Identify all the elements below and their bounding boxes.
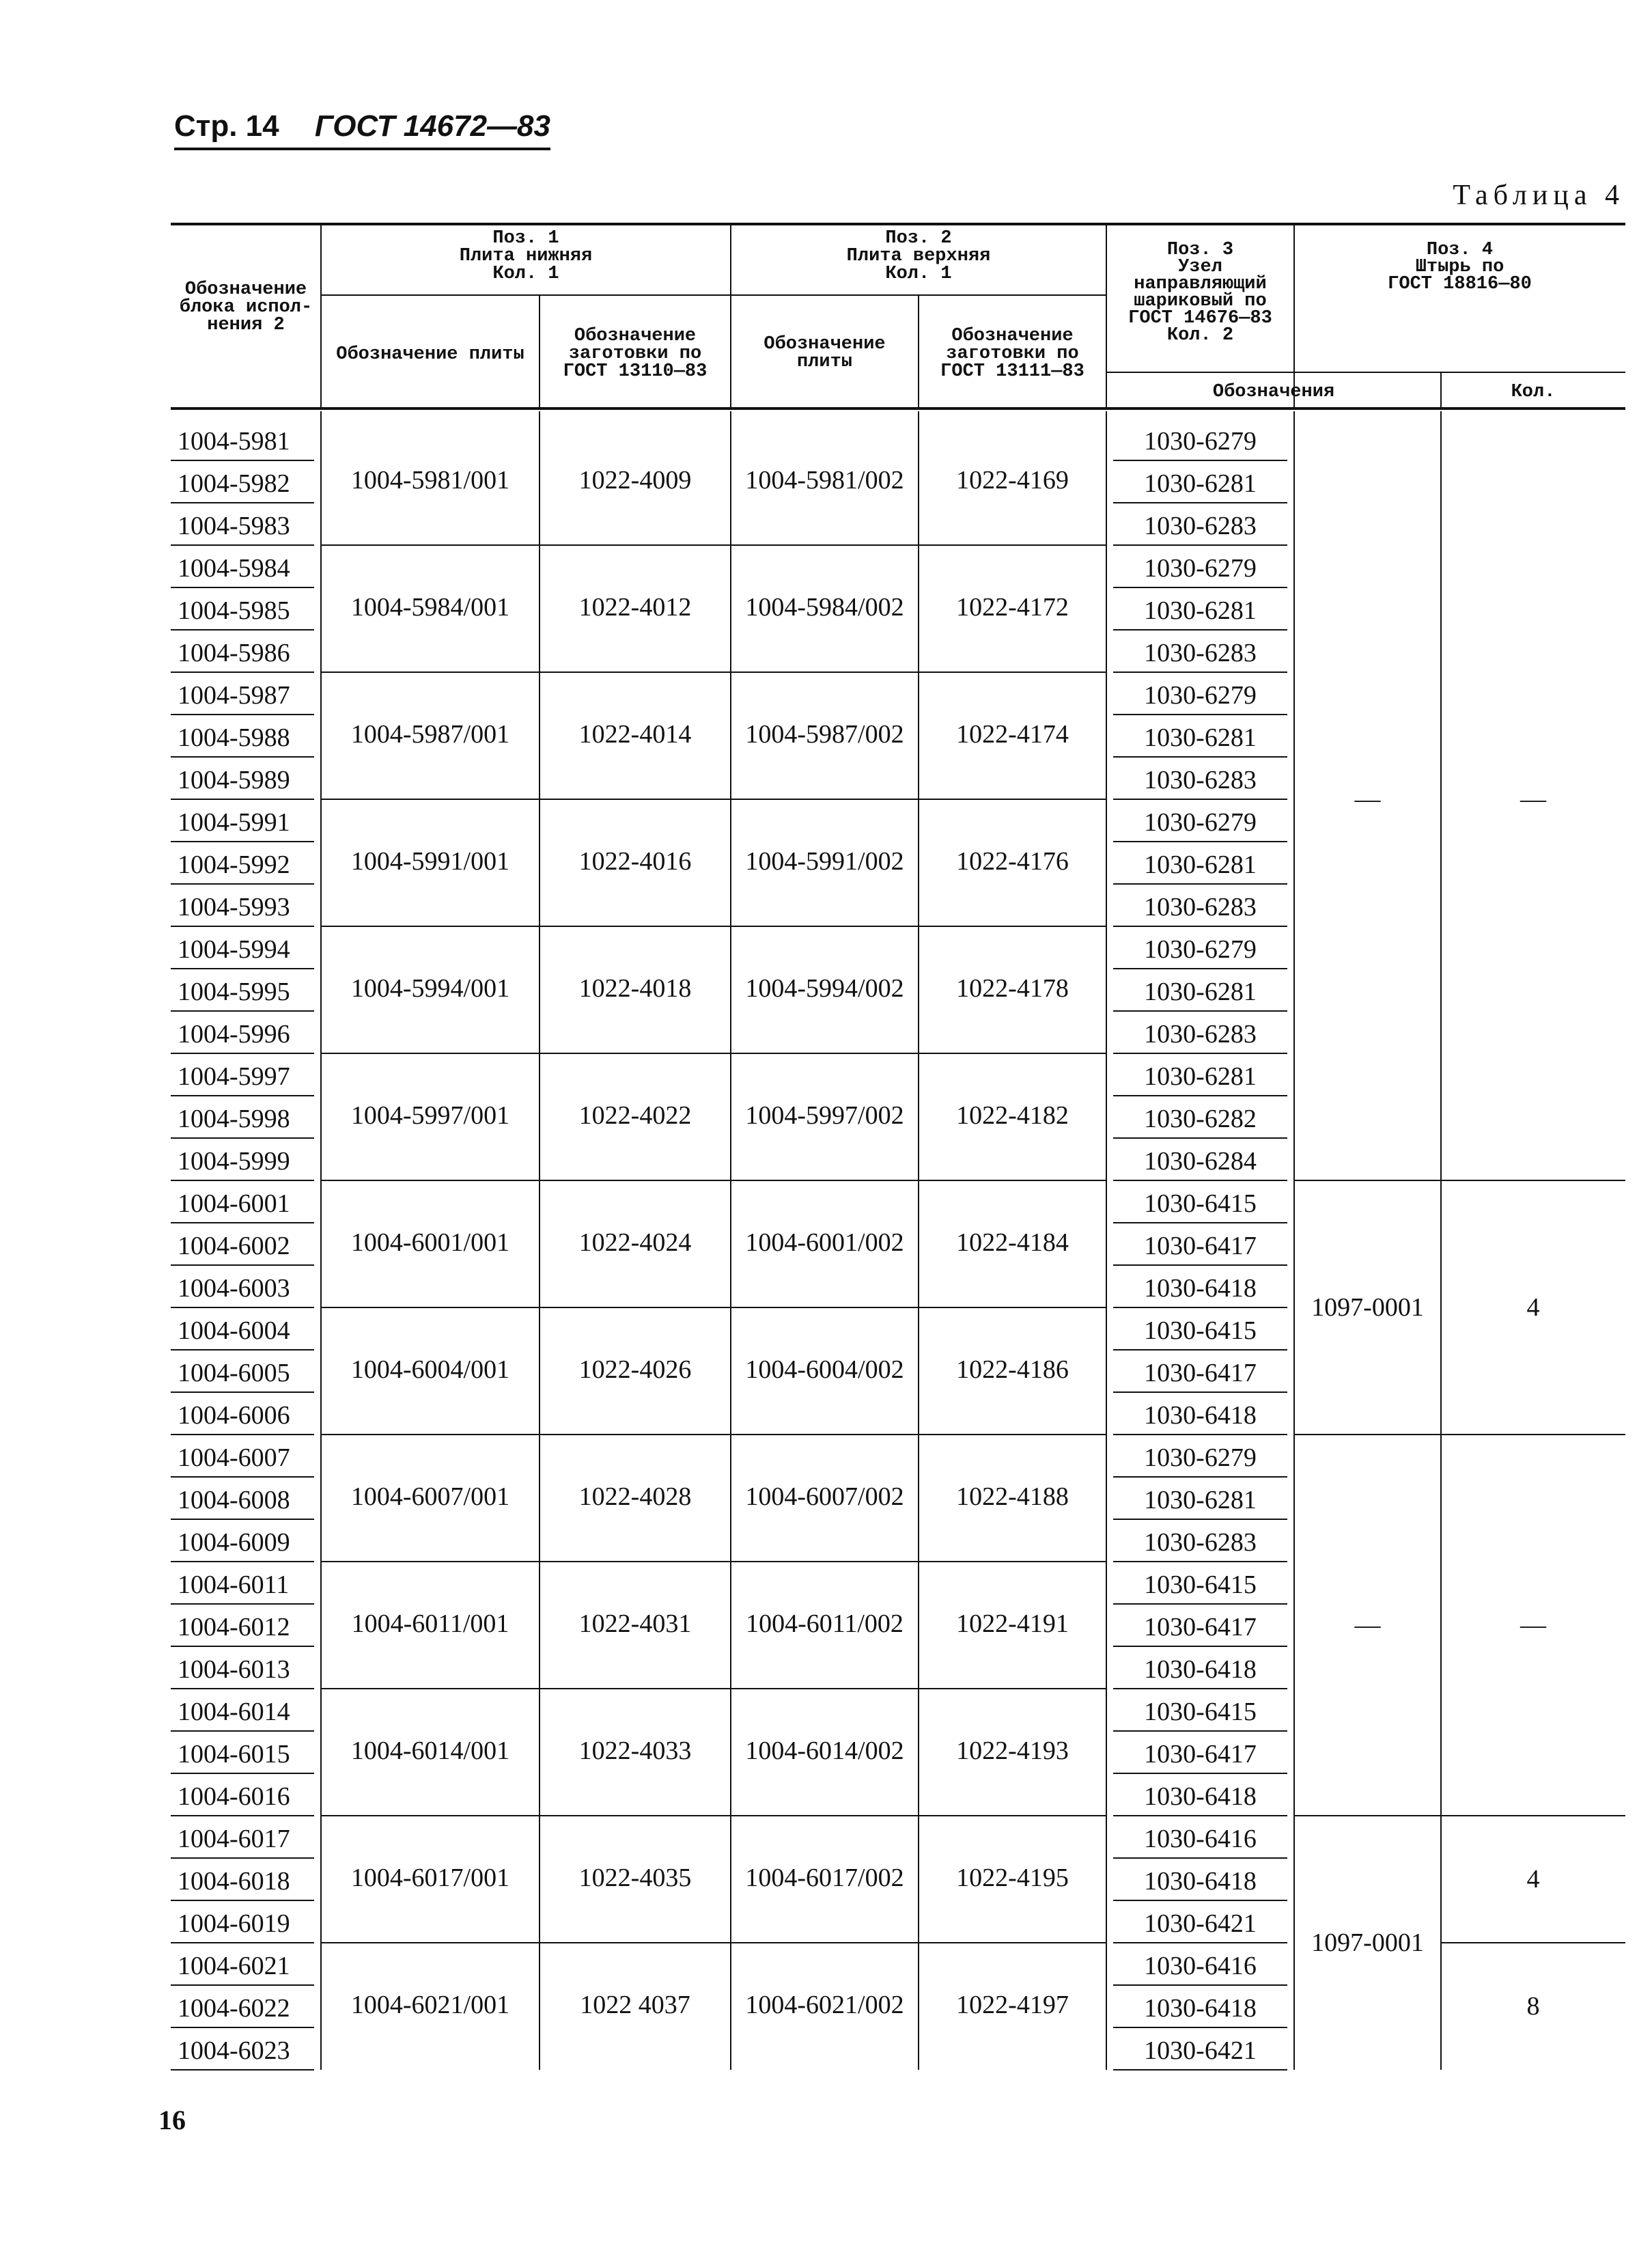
block-designation-cell: 1004-6011 — [178, 1570, 290, 1599]
pos3-cell: 1030-6283 — [1144, 512, 1257, 540]
pos1-plate-cell: 1004-6001/001 — [350, 1228, 510, 1257]
pos3-cell: 1030-6279 — [1144, 1443, 1257, 1472]
block-designation-cell: 1004-5997 — [178, 1062, 290, 1091]
pos1-plate-cell: 1004-5997/001 — [350, 1101, 510, 1130]
page-number: 16 — [158, 2105, 186, 2135]
block-designation-cell: 1004-6018 — [178, 1867, 290, 1896]
header-pos1: Кол. 1 — [492, 264, 559, 284]
pos2-plate-cell: 1004-6014/002 — [745, 1736, 904, 1765]
header-kol: Кол. — [1511, 382, 1556, 402]
pos2-plate-cell: 1004-6011/002 — [746, 1609, 904, 1638]
pos1-plate-cell: 1004-6007/001 — [350, 1482, 510, 1511]
block-designation-cell: 1004-5996 — [178, 1020, 290, 1049]
header-pos2-blank: Обозначение — [951, 326, 1074, 346]
pos1-blank-cell: 1022-4016 — [578, 847, 692, 876]
pos3-cell: 1030-6415 — [1144, 1570, 1257, 1599]
pos3-cell: 1030-6279 — [1144, 554, 1257, 583]
block-designation-cell: 1004-6005 — [178, 1359, 290, 1387]
block-designation-cell: 1004-5984 — [178, 554, 290, 583]
pos1-blank-cell: 1022-4024 — [578, 1228, 692, 1257]
pos3-cell: 1030-6421 — [1144, 1909, 1257, 1938]
pos2-plate-cell: 1004-5987/002 — [745, 720, 904, 749]
header-pos2: Кол. 1 — [885, 264, 952, 284]
pos1-blank-cell: 1022-4033 — [578, 1736, 692, 1765]
header-pos1-plate: Обозначение плиты — [336, 344, 524, 365]
header-pos3: ГОСТ 14676—83 — [1128, 308, 1272, 329]
pos1-blank-cell: 1022-4026 — [578, 1355, 692, 1384]
header-pos3: шариковый по — [1134, 291, 1267, 311]
pos3-cell: 1030-6417 — [1144, 1359, 1257, 1387]
pos2-plate-cell: 1004-6001/002 — [745, 1228, 904, 1257]
header-block-designation: нения 2 — [207, 315, 285, 335]
pos4-qty-cell: — — [1520, 785, 1546, 814]
pos3-cell: 1030-6284 — [1144, 1147, 1257, 1176]
block-designation-cell: 1004-6022 — [178, 1994, 290, 2023]
block-designation-cell: 1004-6007 — [178, 1443, 290, 1472]
block-designation-cell: 1004-5982 — [178, 469, 290, 498]
pos3-cell: 1030-6283 — [1144, 766, 1257, 794]
pos2-blank-cell: 1022-4188 — [956, 1482, 1069, 1511]
table-caption: Таблица 4 — [1453, 180, 1625, 211]
pos1-blank-cell: 1022-4014 — [578, 720, 692, 749]
pos2-blank-cell: 1022-4178 — [956, 974, 1069, 1003]
block-designation-cell: 1004-6023 — [178, 2036, 290, 2065]
block-designation-cell: 1004-6015 — [178, 1740, 290, 1769]
pos3-cell: 1030-6418 — [1144, 1655, 1257, 1684]
block-designation-cell: 1004-5999 — [178, 1147, 290, 1176]
header-pos2: Плита верхняя — [846, 246, 991, 266]
pos3-cell: 1030-6281 — [1144, 850, 1257, 879]
pos2-plate-cell: 1004-5981/002 — [745, 466, 904, 495]
block-designation-cell: 1004-6021 — [178, 1952, 290, 1980]
pos3-cell: 1030-6282 — [1144, 1105, 1257, 1133]
block-designation-cell: 1004-5981 — [178, 427, 290, 456]
pos3-cell: 1030-6281 — [1144, 596, 1257, 625]
pos3-cell: 1030-6417 — [1144, 1613, 1257, 1642]
pos4-designation-cell: 1097-0001 — [1311, 1293, 1424, 1322]
header-block-designation: блока испол- — [179, 297, 313, 318]
block-designation-cell: 1004-6003 — [178, 1274, 290, 1303]
block-designation-cell: 1004-6019 — [178, 1909, 290, 1938]
pos1-plate-cell: 1004-5994/001 — [350, 974, 510, 1003]
header-pos1: Поз. 1 — [492, 228, 559, 249]
pos2-plate-cell: 1004-6007/002 — [745, 1482, 904, 1511]
pos4-qty-cell: — — [1520, 1611, 1546, 1639]
pos3-cell: 1030-6281 — [1144, 469, 1257, 498]
block-designation-cell: 1004-6002 — [178, 1232, 290, 1260]
pos2-blank-cell: 1022-4193 — [956, 1736, 1069, 1765]
pos3-cell: 1030-6281 — [1144, 1062, 1257, 1091]
pos3-cell: 1030-6416 — [1144, 1825, 1257, 1853]
pos4-qty-cell: 4 — [1526, 1293, 1540, 1322]
pos2-blank-cell: 1022-4186 — [956, 1355, 1069, 1384]
pos4-qty-cell: 4 — [1526, 1865, 1540, 1894]
pos1-plate-cell: 1004-5991/001 — [350, 847, 510, 876]
header-pos3: Кол. 2 — [1166, 325, 1234, 346]
page-label: Стр. 14 — [174, 109, 279, 143]
pos1-blank-cell: 1022-4035 — [578, 1864, 692, 1892]
header-pos2: Поз. 2 — [885, 228, 952, 249]
header-pos2-blank: заготовки по — [946, 344, 1079, 364]
pos2-blank-cell: 1022-4172 — [956, 593, 1069, 622]
pos3-cell: 1030-6416 — [1144, 1952, 1257, 1980]
pos2-blank-cell: 1022-4182 — [956, 1101, 1069, 1130]
pos2-blank-cell: 1022-4197 — [956, 1991, 1069, 2019]
pos3-cell: 1030-6281 — [1144, 1486, 1257, 1514]
pos3-cell: 1030-6281 — [1144, 723, 1257, 752]
pos2-blank-cell: 1022-4195 — [956, 1864, 1069, 1892]
block-designation-cell: 1004-6006 — [178, 1401, 290, 1430]
header-pos2-plate: плиты — [796, 352, 853, 372]
block-designation-cell: 1004-6014 — [178, 1698, 290, 1726]
standard-label: ГОСТ 14672—83 — [314, 109, 550, 143]
header-pos1-blank: заготовки по — [568, 344, 702, 364]
block-designation-cell: 1004-5988 — [178, 723, 290, 752]
pos2-plate-cell: 1004-5991/002 — [745, 847, 904, 876]
pos1-plate-cell: 1004-6011/001 — [351, 1609, 509, 1638]
header-pos4: ГОСТ 18816—80 — [1388, 274, 1532, 294]
pos1-plate-cell: 1004-5981/001 — [350, 466, 510, 495]
pos1-plate-cell: 1004-6017/001 — [350, 1864, 510, 1892]
pos1-plate-cell: 1004-6021/001 — [350, 1991, 510, 2019]
pos3-cell: 1030-6415 — [1144, 1189, 1257, 1218]
block-designation-cell: 1004-6009 — [178, 1528, 290, 1557]
block-designation-cell: 1004-6016 — [178, 1782, 290, 1811]
pos3-cell: 1030-6418 — [1144, 1867, 1257, 1896]
pos2-blank-cell: 1022-4191 — [956, 1609, 1069, 1638]
header-pos1-blank: ГОСТ 13110—83 — [563, 361, 708, 382]
pos3-cell: 1030-6415 — [1144, 1698, 1257, 1726]
pos4-designation-cell: — — [1354, 1611, 1381, 1639]
pos1-blank-cell: 1022-4022 — [578, 1101, 692, 1130]
pos1-blank-cell: 1022-4012 — [578, 593, 692, 622]
block-designation-cell: 1004-5989 — [178, 766, 290, 794]
pos2-plate-cell: 1004-5984/002 — [745, 593, 904, 622]
pos2-plate-cell: 1004-6021/002 — [745, 1991, 904, 2019]
pos3-cell: 1030-6283 — [1144, 1020, 1257, 1049]
pos2-blank-cell: 1022-4174 — [956, 720, 1069, 749]
pos3-cell: 1030-6418 — [1144, 1401, 1257, 1430]
header-pos3: Поз. 3 — [1166, 240, 1234, 260]
block-designation-cell: 1004-6001 — [178, 1189, 290, 1218]
block-designation-cell: 1004-5987 — [178, 681, 290, 710]
header-pos3: направляющий — [1134, 274, 1267, 294]
pos3-cell: 1030-6279 — [1144, 808, 1257, 837]
block-designation-cell: 1004-6017 — [178, 1825, 290, 1853]
pos1-blank-cell: 1022 4037 — [580, 1991, 690, 2019]
block-designation-cell: 1004-6008 — [178, 1486, 290, 1514]
pos3-cell: 1030-6417 — [1144, 1740, 1257, 1769]
block-designation-cell: 1004-5991 — [178, 808, 290, 837]
block-designation-cell: 1004-5998 — [178, 1105, 290, 1133]
block-designation-cell: 1004-5993 — [178, 893, 290, 922]
pos3-cell: 1030-6279 — [1144, 681, 1257, 710]
pos3-cell: 1030-6283 — [1144, 1528, 1257, 1557]
block-designation-cell: 1004-5995 — [178, 978, 290, 1006]
header-pos4: Поз. 4 — [1426, 240, 1494, 260]
pos3-cell: 1030-6415 — [1144, 1316, 1257, 1345]
pos1-plate-cell: 1004-5987/001 — [350, 720, 510, 749]
block-designation-cell: 1004-5983 — [178, 512, 290, 540]
pos3-cell: 1030-6283 — [1144, 893, 1257, 922]
pos2-plate-cell: 1004-5997/002 — [745, 1101, 904, 1130]
pos2-plate-cell: 1004-6004/002 — [745, 1355, 904, 1384]
header-pos3: Узел — [1178, 257, 1222, 277]
pos3-cell: 1030-6417 — [1144, 1232, 1257, 1260]
pos2-plate-cell: 1004-5994/002 — [745, 974, 904, 1003]
header-oboznacheniya: Обозначения — [1212, 382, 1335, 402]
pos2-blank-cell: 1022-4169 — [956, 466, 1069, 495]
pos2-plate-cell: 1004-6017/002 — [745, 1864, 904, 1892]
pos1-blank-cell: 1022-4018 — [578, 974, 692, 1003]
pos4-designation-cell: 1097-0001 — [1311, 1928, 1424, 1957]
header-pos2-plate: Обозначение — [764, 334, 886, 355]
pos1-blank-cell: 1022-4028 — [578, 1482, 692, 1511]
pos3-cell: 1030-6418 — [1144, 1782, 1257, 1811]
block-designation-cell: 1004-5992 — [178, 850, 290, 879]
header-pos4: Штырь по — [1415, 257, 1504, 277]
pos3-cell: 1030-6283 — [1144, 639, 1257, 667]
pos3-cell: 1030-6418 — [1144, 1274, 1257, 1303]
pos2-blank-cell: 1022-4184 — [956, 1228, 1069, 1257]
header-pos2-blank: ГОСТ 13111—83 — [940, 361, 1084, 382]
header-pos1-blank: Обозначение — [574, 326, 697, 346]
pos2-blank-cell: 1022-4176 — [956, 847, 1069, 876]
pos1-blank-cell: 1022-4009 — [578, 466, 692, 495]
block-designation-cell: 1004-5985 — [178, 596, 290, 625]
pos3-cell: 1030-6279 — [1144, 427, 1257, 456]
block-designation-cell: 1004-5994 — [178, 935, 290, 964]
pos3-cell: 1030-6418 — [1144, 1994, 1257, 2023]
header-block-designation: Обозначение — [184, 279, 307, 300]
pos1-blank-cell: 1022-4031 — [578, 1609, 692, 1638]
pos3-cell: 1030-6421 — [1144, 2036, 1257, 2065]
pos4-designation-cell: — — [1354, 785, 1381, 814]
pos3-cell: 1030-6281 — [1144, 978, 1257, 1006]
block-designation-cell: 1004-6013 — [178, 1655, 290, 1684]
pos1-plate-cell: 1004-6014/001 — [350, 1736, 510, 1765]
pos1-plate-cell: 1004-5984/001 — [350, 593, 510, 622]
block-designation-cell: 1004-6012 — [178, 1613, 290, 1642]
block-designation-cell: 1004-5986 — [178, 639, 290, 667]
block-designation-cell: 1004-6004 — [178, 1316, 290, 1345]
pos4-qty-cell: 8 — [1526, 1992, 1540, 2021]
pos3-cell: 1030-6279 — [1144, 935, 1257, 964]
pos1-plate-cell: 1004-6004/001 — [350, 1355, 510, 1384]
header-pos1: Плита нижняя — [459, 246, 593, 266]
